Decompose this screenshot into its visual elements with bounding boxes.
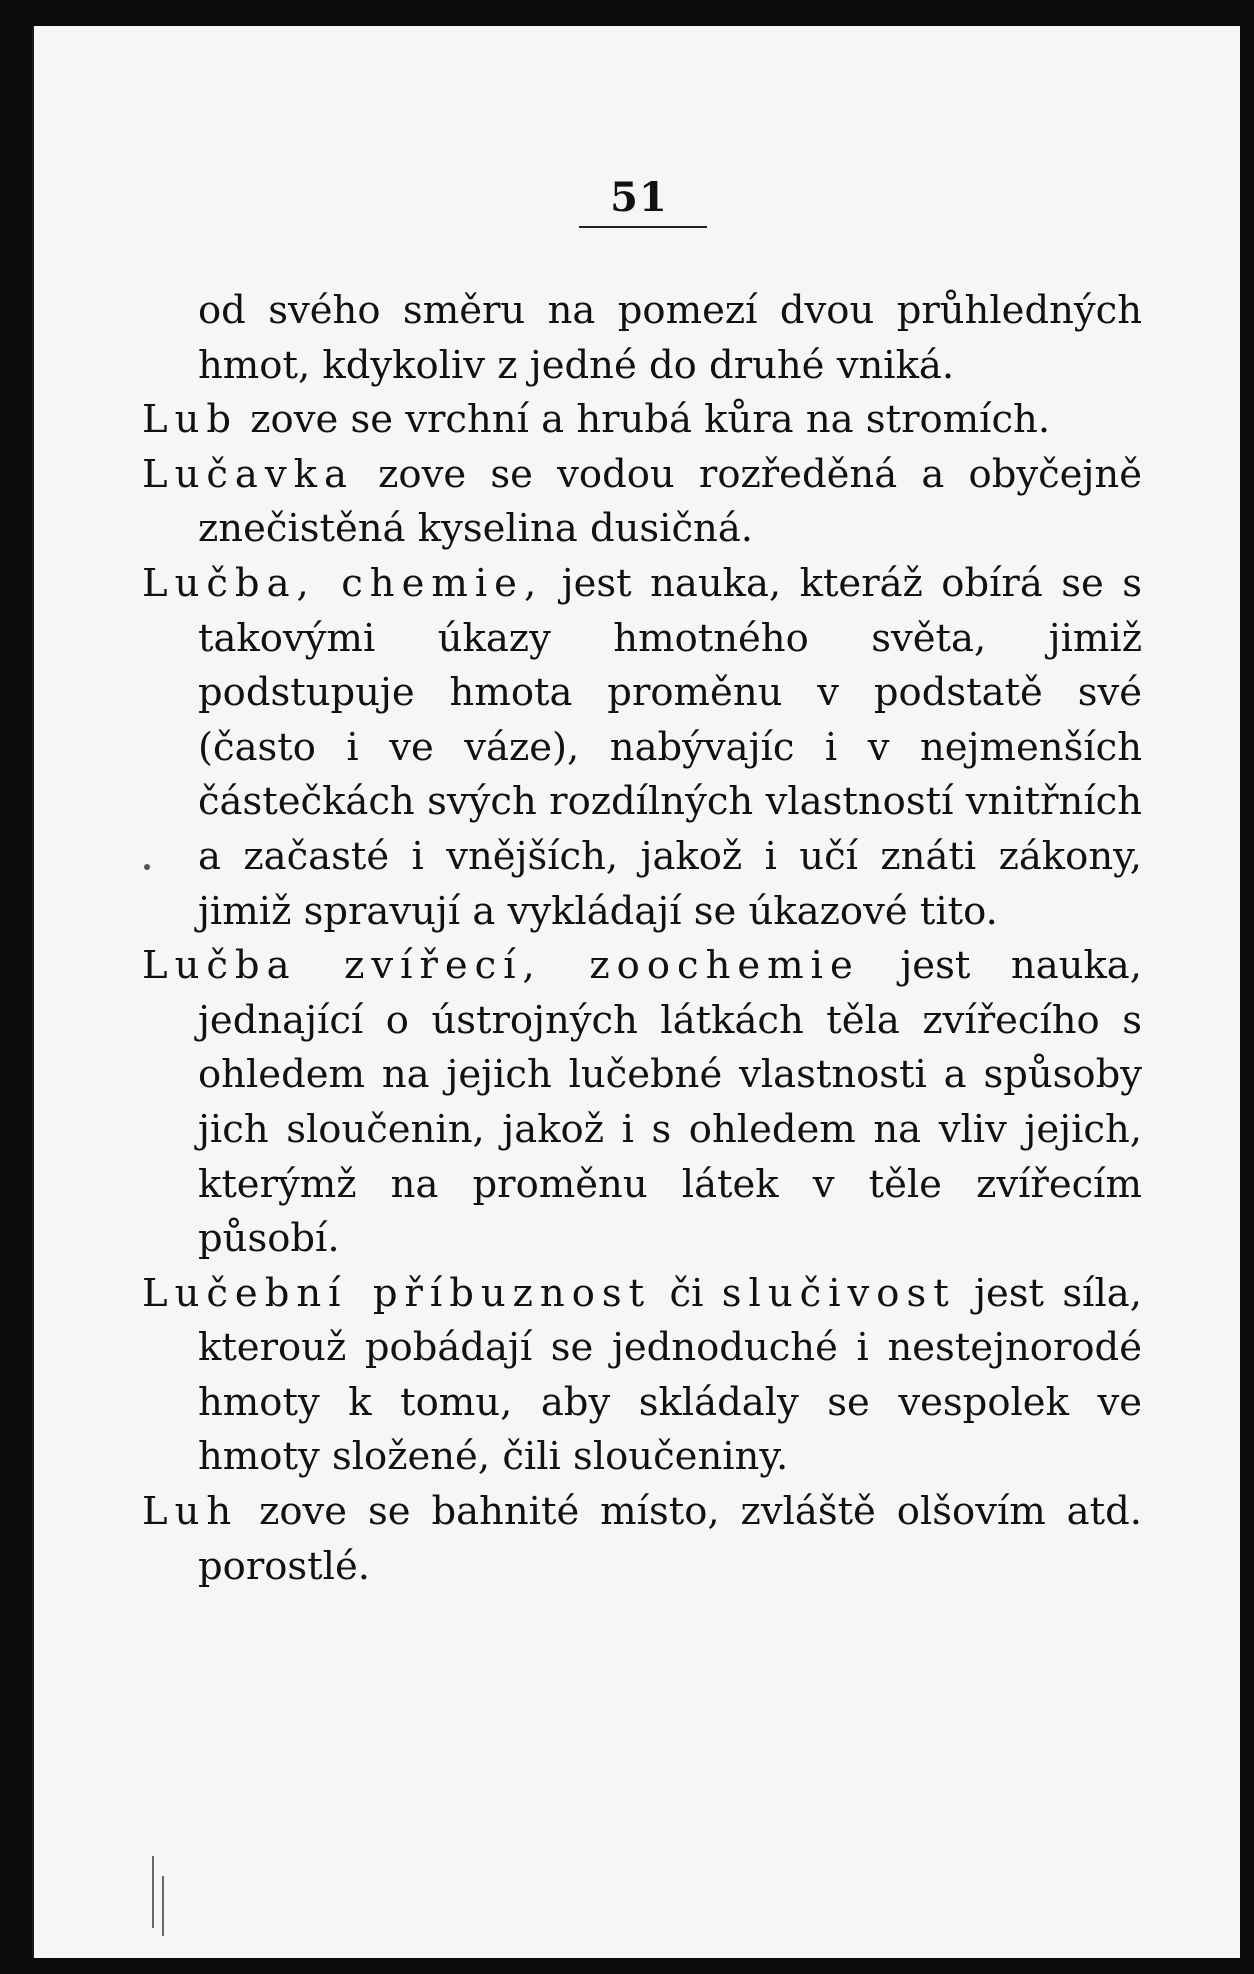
book-page bbox=[32, 26, 1240, 1958]
entry-term: Lučba zvířecí, zoochemie bbox=[142, 943, 860, 989]
entry-term: Lučba, chemie, bbox=[142, 560, 544, 606]
entry-text: zove se vodou rozředěná a obyčejně znečistěná kyselina dusičná. bbox=[198, 451, 1142, 552]
entry-text: od svého směru na pomezí dvou průhledných hmot, kdykoliv z jedné do druhé vniká. bbox=[198, 288, 1142, 388]
entry-text: či bbox=[651, 1270, 722, 1316]
entry-term-alt: slučivost bbox=[721, 1270, 956, 1316]
entry-text: jest nauka, kteráž obírá se s takovými úkazy hmotného světa, jimiž podstupuje hmota proměnu v podstatě své (často i ve váze), nabývajíc i v nejmenších částečkách svých rozdílných vlastností vnitřních a začasté i vnějších, jakož i učí znáti zákony, jimiž spravují a vykládají se úkazové tito. bbox=[198, 560, 1143, 934]
entry-term: Lub bbox=[142, 397, 239, 443]
entry-text: zove se bahnité místo, zvláště olšovím atd. porostlé. bbox=[198, 1489, 1142, 1589]
entry-text: zove se vrchní a hrubá kůra na stromích. bbox=[238, 397, 1051, 443]
entry-lub bbox=[142, 393, 1142, 448]
entry-term: Lučavka bbox=[142, 451, 354, 497]
margin-mark bbox=[162, 1876, 164, 1936]
entry-term: Luh bbox=[142, 1489, 239, 1535]
page-text bbox=[142, 284, 1142, 1594]
page-number-rule bbox=[579, 226, 707, 228]
margin-mark bbox=[152, 1856, 154, 1928]
entry-continuation bbox=[142, 284, 1142, 393]
page-number: 51 bbox=[610, 174, 668, 221]
entry-lucavka bbox=[142, 448, 1142, 557]
entry-term: Lučební příbuznost bbox=[142, 1270, 652, 1316]
entry-luh bbox=[142, 1485, 1142, 1594]
entry-lucba-zvireci bbox=[142, 939, 1142, 1267]
entry-text: jest nauka, jednající o ústrojných látkách těla zvířecího s ohledem na jejich lučebné vlastnosti a spůsoby jich sloučenin, jakož i s ohledem na vliv jejich, kterýmž na proměnu látek v těle zvířecím působí. bbox=[198, 943, 1142, 1262]
entry-lucba bbox=[142, 557, 1142, 939]
entry-lucebni-pribuznost bbox=[142, 1267, 1142, 1485]
entry-text-cont: jest síla, kterouž pobádají se jednoduché i nestejnorodé hmoty k tomu, aby skládaly se vespolek ve hmoty složené, čili sloučeniny. bbox=[198, 1270, 1142, 1480]
